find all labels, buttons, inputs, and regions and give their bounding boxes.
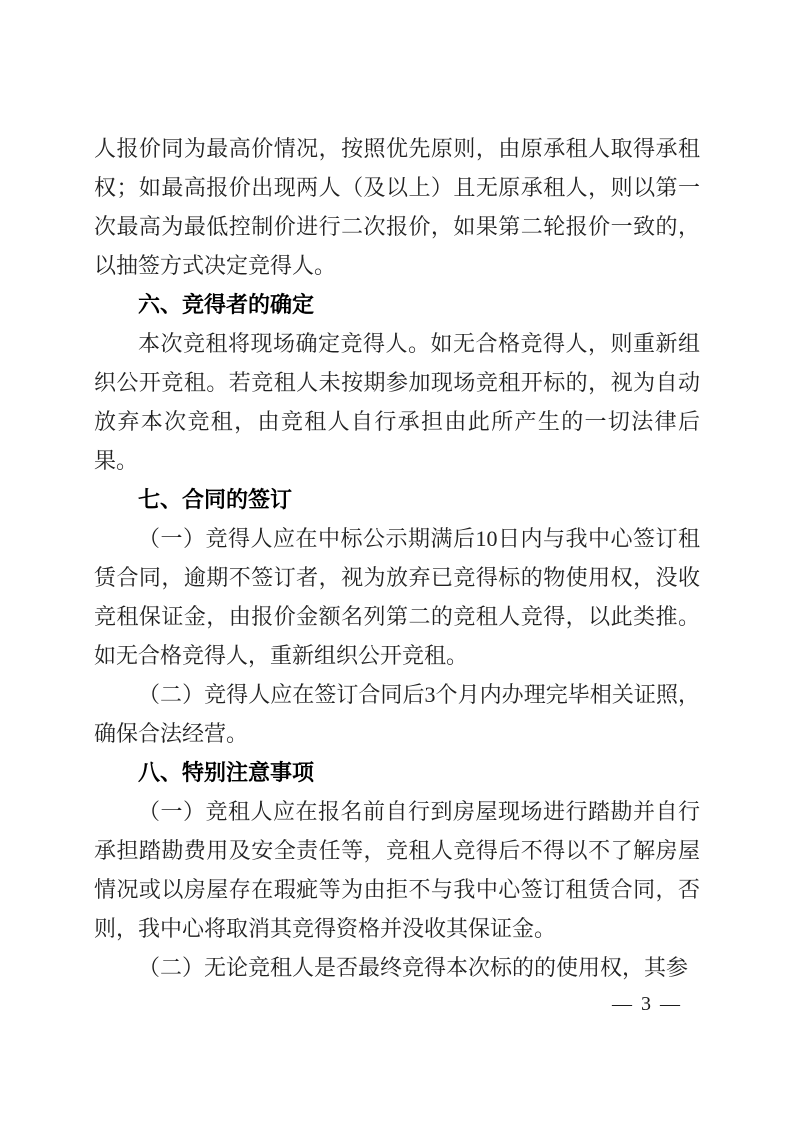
- paragraph-section-8-item-1: （一）竞租人应在报名前自行到房屋现场进行踏勘并自行承担踏勘费用及安全责任等，竞租人竞得后不得以不了解房屋情况或以房屋存在瑕疵等为由拒不与我中心签订租赁合同，否则，我中心将取消其竞得资格并没收其保证金。: [94, 799, 700, 941]
- page-number: — 3 —: [612, 993, 682, 1015]
- heading-section-7: 七、合同的签订: [138, 487, 293, 512]
- paragraph-section-6: 本次竞租将现场确定竞得人。如无合格竞得人，则重新组织公开竞租。若竞租人未按期参加现场竞租开标的，视为自动放弃本次竞租，由竞租人自行承担由此所产生的一切法律后果。: [94, 331, 700, 473]
- paragraph-section-7-item-2: （二）竞得人应在签订合同后3个月内办理完毕相关证照，确保合法经营。: [94, 682, 700, 746]
- document-body: [94, 129, 700, 987]
- heading-section-6: 六、竞得者的确定: [138, 292, 315, 317]
- paragraph-section-8-item-2: （二）无论竞租人是否最终竞得本次标的的使用权，其参: [138, 955, 689, 980]
- heading-section-8: 八、特别注意事项: [138, 760, 315, 785]
- paragraph-section-7-item-1: （一）竞得人应在中标公示期满后10日内与我中心签订租赁合同，逾期不签订者，视为放弃已竞得标的物使用权，没收竞租保证金，由报价金额名列第二的竞租人竞得，以此类推。如无合格竞得人，重新组织公开竞租。: [94, 526, 700, 668]
- paragraph-continuation: 人报价同为最高价情况，按照优先原则，由原承租人取得承租权；如最高报价出现两人（及以上）且无原承租人，则以第一次最高为最低控制价进行二次报价，如果第二轮报价一致的，以抽签方式决定竞得人。: [94, 136, 700, 278]
